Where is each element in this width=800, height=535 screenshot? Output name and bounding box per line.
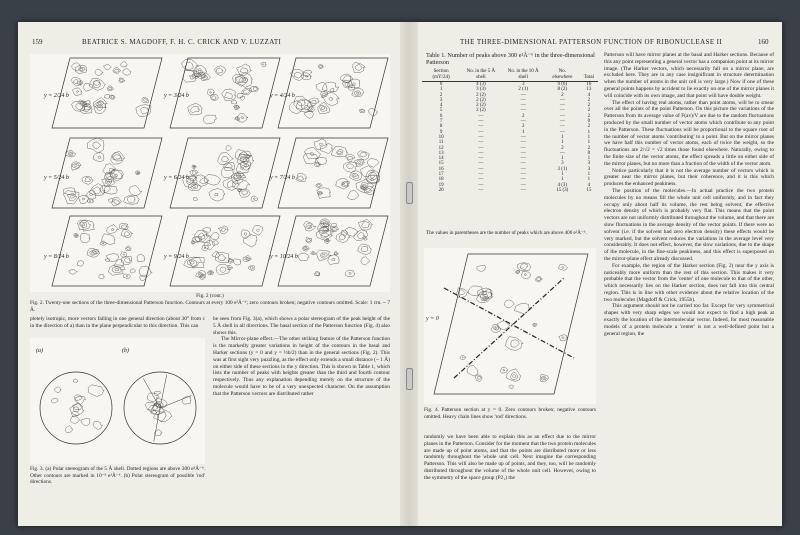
table-cell: — — [478, 156, 484, 162]
table-cell: 1 — [587, 134, 591, 140]
table-cell: 13 — [438, 150, 444, 156]
contour-panel — [278, 138, 388, 208]
contour-panel — [170, 216, 280, 286]
table-cell: 1 — [587, 172, 591, 178]
paragraph: The effect of having real atoms, rather than point atoms, will be to smear over all the points of the point Patterson. On this picture the variations of the Patterson from its average value of F(av)/V are due to the random fluctuations produced by the small number of vector atoms which contribute to any point in the Patterson. These fluctuations will be proportional to the square root of the number of vector atoms 'contributing' to a point. But on the mirror planes we have half this number of vector atoms, each of twice the weight, so the fluctuations are 2/√2 = √2 times those found elsewhere. Naturally, owing to the finite size of the vector atoms, the effect spreads a little on either side of the mirror planes, but no more than a fraction of the width of the vector atom. — [604, 99, 774, 167]
table-header: No. in the 5 Å shell — [460, 69, 501, 82]
table-cell: 14 — [438, 156, 444, 162]
figure-3-caption: Fig. 3. (a) Polar stereogram of the 5 Å shell. Dotted regions are above 300 e²Å⁻⁶. Other contours are marked in 10⁻³ e²Å⁻⁶. (b) Polar stereogram of possible 'rod' directions. — [30, 466, 205, 486]
table-cell: 1 — [561, 134, 564, 140]
table-cell: 1 — [587, 156, 591, 162]
table-cell: — — [559, 129, 565, 135]
table-cell: 2 (2) — [476, 103, 486, 109]
table-cell: — — [520, 92, 526, 98]
section-label: y = 3/24 b — [164, 93, 189, 99]
table-cell: 1 — [561, 177, 564, 183]
contour-panel — [52, 138, 162, 208]
table-cell: 2 — [439, 92, 443, 98]
table-cell: 9 (6) — [557, 82, 568, 87]
table-cell: 16 — [586, 82, 592, 87]
table-cell: — — [520, 182, 526, 188]
contour-panel — [52, 216, 162, 286]
table-cell: 3 — [439, 97, 443, 103]
figure-3a-label: (a) — [36, 348, 43, 354]
left-column-1-text: pletely isotropic, more vectors falling in one general direction (about 30° from c in the direction of a) than in the plane perpendicular to this direction. This can — [30, 316, 205, 329]
table-cell: 12 — [438, 145, 444, 151]
table-cell: 1 — [561, 140, 564, 146]
table-cell: — — [559, 108, 565, 114]
table-cell: — — [520, 177, 526, 183]
table-cell: — — [520, 145, 526, 151]
page-number-right: 160 — [758, 38, 769, 46]
table-cell: 2 — [587, 108, 591, 114]
table-cell: — — [520, 172, 526, 178]
figure-2-patterson-sections — [30, 54, 390, 292]
table-cell: 2 — [587, 124, 591, 130]
section-label: y = 9/24 b — [164, 254, 189, 260]
table-cell: — — [559, 124, 565, 130]
staple — [406, 368, 413, 390]
figure-2-caption-head: Fig. 2 (cont.) — [196, 293, 224, 299]
table-cell: — — [478, 145, 484, 151]
table-cell: 4 — [587, 182, 591, 188]
table-cell: 9 — [439, 129, 443, 135]
section-label: y = 10/24 b — [270, 254, 298, 260]
table-cell: 10 — [438, 134, 444, 140]
table-cell: — — [478, 166, 484, 172]
table-cell: 1 — [439, 87, 443, 93]
table-cell: 2 (2) — [476, 92, 486, 98]
table-cell: — — [478, 182, 484, 188]
table-cell: 4 (3) — [557, 182, 568, 188]
page-number-left: 159 — [32, 38, 43, 46]
table-cell: 3 (1) — [557, 166, 568, 172]
section-label: y = 8/24 b — [44, 254, 69, 260]
table-cell: 7 — [439, 119, 443, 125]
table-cell: 8 — [439, 124, 443, 130]
table-cell: 1 — [587, 140, 591, 146]
table-cell: — — [520, 187, 526, 193]
table-cell: 3 — [521, 82, 525, 87]
page-gutter — [400, 22, 418, 526]
paragraph: be seen from Fig. 3(a), which shows a polar stereogram of the peak height of the 5 Å shell in all directions. The basal section of the Patterson function (Fig. 4) also shows this. — [213, 316, 390, 336]
table-cell: — — [520, 108, 526, 114]
figure-2-caption: Fig. 2. Twenty-one sections of the three-dimensional Patterson function. Contours at every 100 e²Å⁻⁶; zero contours broken; negative contours omitted. Scale: 1 cm. ~ 7 Å. — [30, 300, 390, 313]
table-1-note: The values in parentheses are the number of peaks which are above 400 e²Å⁻⁶. — [426, 230, 587, 236]
section-label: y = 6/24 b — [164, 175, 189, 181]
table-cell: — — [520, 134, 526, 140]
table-1 — [422, 69, 598, 193]
table-1-title: Table 1. Number of peaks above 300 e²Å⁻⁶ in the three-dimensional Patterson — [426, 52, 595, 67]
table-header: No. elsewhere — [545, 69, 580, 82]
table-cell: 2 (2) — [476, 108, 486, 114]
table-cell: — — [559, 97, 565, 103]
section-label: y = 2/24 b — [44, 93, 69, 99]
table-row — [422, 188, 598, 193]
contour-panel — [434, 254, 588, 394]
table-cell: — — [478, 172, 484, 178]
paragraph: Patterson will have mirror planes at the basal and Harker sections. Because of this any point representing a general vector has a companion point at its mirror image. (The Harker vectors, which necessarily fall on a mirror plane, are excluded here. They are in any case insignificant in structure determination when the number of atoms in the unit cell is very large.) Now if one of these general points happens by accident to lie exactly on one of the mirror planes it will coincide with its own image, and that point will have double weight. — [604, 52, 774, 99]
table-cell: 2 — [521, 124, 525, 130]
table-cell: 2 (2) — [476, 97, 486, 103]
table-cell: 2 — [587, 145, 591, 151]
table-cell: 11 — [438, 140, 444, 146]
table-cell: 2 — [587, 113, 591, 119]
paragraph: The position of the molecules.—In actual practice the two protein molecules by no means fill the whole unit cell uniformly, and in fact they occupy only about half its volume, the rest being solvent; the effective electron density of which is probably very flat. This means that the point vectors are not uniformly distributed throughout the volume, and that there are slow fluctuations in the average density of the vector points. If there were no solvent (i.e. if the solvent had zero electron density) these effects would be very marked, but the solvent reduces the variations in the average level very considerably. It does not effect, however, the slow variations, due to the shape of the molecule, in the fine-scale peakiness, and this effect is superposed on the mirror-plane effect already discussed. — [604, 187, 774, 262]
table-cell: 17 — [438, 172, 444, 178]
right-page — [418, 22, 782, 526]
table-cell: — — [559, 103, 565, 109]
left-column-2-text — [213, 316, 390, 398]
table-cell: — — [478, 113, 484, 119]
table-cell: 8 (2) — [557, 87, 568, 93]
table-cell: 1 — [521, 129, 525, 135]
running-head-right: THE THREE-DIMENSIONAL PATTERSON FUNCTION OF RIBONUCLEASE II — [460, 38, 723, 46]
table-cell: — — [478, 161, 484, 167]
running-head-left: BEATRICE S. MAGDOFF, F. H. C. CRICK AND V. LUZZATI — [82, 38, 282, 46]
table-cell: — — [520, 166, 526, 172]
table-cell: — — [520, 103, 526, 109]
right-column-2-text — [604, 52, 774, 337]
paragraph: For example, the region of the Harker section (Fig. 2) near the y axis is noticeably more uniform than the rest of this section. This makes it very probable that the vector from the 'center' of one molecule to that of the other, which necessarily lies on the Harker section, does not fall into this central region. This is in line with other evidence about the relative location of the two molecules (Magdoff & Crick, 1955b). — [604, 262, 774, 303]
table-cell: 0 — [439, 82, 443, 87]
table-cell: — — [478, 177, 484, 183]
table-cell: — — [478, 150, 484, 156]
table-cell: 0 — [587, 119, 591, 125]
table-cell: 2 — [561, 92, 564, 98]
table-cell: 4 — [587, 92, 591, 98]
table-cell: 2 (1) — [518, 87, 528, 93]
figure-3-stereograms — [30, 338, 205, 464]
table-cell: — — [520, 161, 526, 167]
contour-panel — [170, 138, 280, 208]
paragraph: The Mirror-plane effect.—The other striking feature of the Patterson function is the markedly greater variations in height of the contours in the basal and Harker sections (y = 0 and y = ½b/2) than in the general sections (Fig. 2). This was at first sight very puzzling, as the effect only extends a small distance (~ 1 Å) on either side of these sections in the y direction. This is shown in Table 1, which lists the number of peaks with heights greater than the third and fourth contour respectively. Thus any explanation depending merely on the structure of the molecule would have to be of a very unexpected character. On the assumption that the Patterson vectors are distributed rather — [213, 336, 390, 397]
table-cell: 4 — [439, 103, 443, 109]
table-cell: — — [559, 113, 565, 119]
table-cell: 5 — [439, 108, 443, 114]
table-cell: 2 — [521, 113, 525, 119]
table-cell: 4 (3) — [476, 82, 486, 87]
table-cell: 3 — [561, 161, 564, 167]
table-cell: 2 — [587, 103, 591, 109]
stereogram-circle — [40, 372, 112, 444]
table-cell: 15 (3) — [556, 187, 569, 193]
table-cell: 16 — [438, 166, 444, 172]
table-cell: — — [520, 97, 526, 103]
table-header: Section (mY/24) — [422, 69, 460, 82]
section-label: y = 4/24 b — [270, 93, 295, 99]
table-cell: 3 — [587, 166, 591, 172]
table-cell: 13 — [586, 87, 592, 93]
table-cell: — — [520, 156, 526, 162]
table-cell: — — [559, 150, 565, 156]
table-cell: — — [478, 119, 484, 125]
table-cell: — — [520, 150, 526, 156]
table-header: No. in the 10 Å shell — [502, 69, 545, 82]
table-cell: — — [559, 119, 565, 125]
paragraph: Notice particularly that it is not the average number of vectors which is greater near the mirror planes, but their coherence, and it is this which produces the enhanced peakiness. — [604, 167, 774, 188]
table-cell: — — [478, 129, 484, 135]
table-cell: 3 (3) — [476, 87, 486, 93]
table-cell: 3 — [587, 161, 591, 167]
staple — [406, 182, 413, 204]
book-spread — [18, 22, 782, 526]
table-cell: 1 — [587, 129, 591, 135]
table-cell: — — [478, 124, 484, 130]
table-cell: — — [478, 140, 484, 146]
table-cell: 20 — [438, 187, 444, 193]
left-page — [18, 22, 400, 526]
table-header: Total — [580, 69, 598, 82]
table-cell: — — [478, 134, 484, 140]
table-cell: 1 — [561, 156, 564, 162]
table-cell: 2 — [561, 145, 564, 151]
right-column-1-bottom-text: randomly we have been able to explain this as an effect due to the mirror planes in the Patterson. Consider for the moment that the two protein molecules are made up of point atoms, and that the points are distributed more or less randomly throughout the whole unit cell. Next imagine the corresponding Patterson. This will also be made up of points, and they, too, will be randomly distributed throughout the volume of the whole unit cell. However, owing to the symmetry of the space group (P2₁) the — [424, 434, 597, 481]
table-cell: 0 — [587, 150, 591, 156]
paragraph: This argument should not be carried too far. Except for very symmetrical shapes with very sharp edges we would not expect to find a high peak at exactly the location of the intermolecular vector. Indeed, for most reasonable models of a protein molecule a 'center' is not a well-defined point but a general region, the — [604, 303, 774, 337]
table-cell: — — [478, 187, 484, 193]
table-cell: 18 — [438, 177, 444, 183]
table-cell: 6 — [439, 113, 443, 119]
figure-4-basal-section — [424, 248, 596, 404]
table-cell: 2 — [587, 97, 591, 103]
figure-3b-label: (b) — [122, 348, 129, 354]
figure-4-section-label: y = 0 — [426, 316, 439, 322]
table-cell: 19 — [438, 182, 444, 188]
table-cell: 15 — [586, 187, 592, 193]
table-cell: — — [520, 119, 526, 125]
table-cell: — — [520, 140, 526, 146]
table-cell: 1 — [587, 177, 591, 183]
section-label: y = 5/24 b — [44, 175, 69, 181]
table-cell: 15 — [438, 161, 444, 167]
figure-4-caption: Fig. 4. Patterson section at y = 0. Zero contours broken; negative contours omitted. Heavy chain lines show 'rod' directions. — [424, 407, 596, 420]
table-cell: 1 — [561, 172, 564, 178]
section-label: y = 7/24 b — [270, 175, 295, 181]
contour-panel — [278, 216, 388, 286]
